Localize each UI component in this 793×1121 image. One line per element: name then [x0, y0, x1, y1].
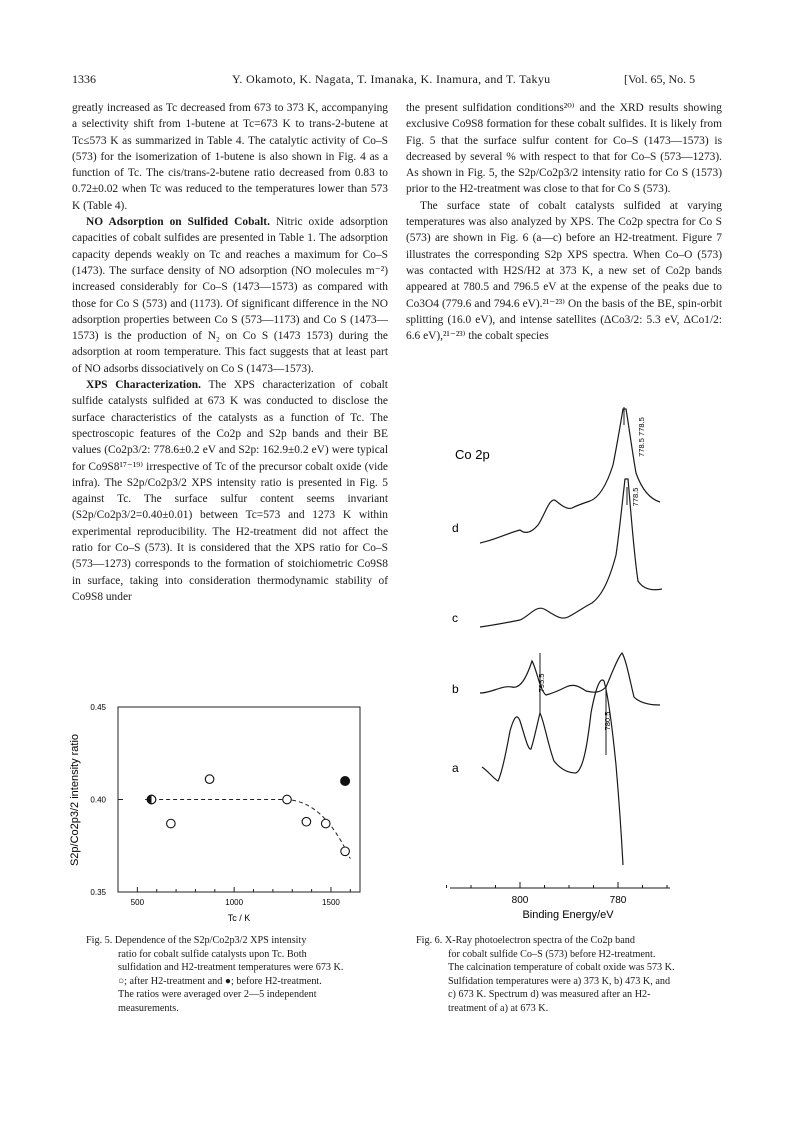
- fig5-caption-line: ratio for cobalt sulfide catalysts upon Tc. Both: [118, 948, 307, 960]
- fig5-point-open: [302, 817, 311, 826]
- fig5-ytick-label: 0.35: [90, 888, 106, 897]
- fig6-spectrum-a: [482, 680, 623, 865]
- fig6-chart: [420, 395, 720, 930]
- fig5-ytick-label: 0.40: [90, 795, 106, 805]
- fig6-caption-line: Fig. 6. X-Ray photoelectron spectra of the Co2p band: [416, 935, 635, 946]
- fig5-xtick-label: 1500: [322, 898, 340, 907]
- fig5-caption-line: ○; after H2-treatment and ●; before H2-treatment.: [118, 975, 322, 987]
- left-para-1: greatly increased as Tc decreased from 673 to 373 K, accompanying a selectivity shift from 1-butene at Tc=673 K to trans-2-butene at Tc≤573 K as summarized in Table 4. The catalytic activity of Co–S (573) for the isomerization of 1-butene is also shown in Fig. 4 as a function of Tc. The cis/trans-2-butene ratio decreased from 0.83 to 0.72±0.02 when Tc was reduced to the temperatures lower than 573 K (Table 4).: [72, 102, 388, 212]
- left-para-3: [72, 377, 388, 605]
- fig6-caption: [416, 934, 726, 1016]
- fig6-xlabel: Binding Energy/eV: [522, 909, 614, 921]
- section-heading-xps: XPS Characterization.: [86, 379, 201, 392]
- fig6-caption-line: c) 673 K. Spectrum d) was measured after an H2-: [448, 989, 651, 1001]
- fig6-caption-line: for cobalt sulfide Co–S (573) before H2-treatment.: [448, 948, 656, 960]
- fig6-spectrum-label-d: d: [452, 521, 459, 535]
- fig5-chart: [60, 695, 395, 925]
- fig5-point-open: [205, 775, 214, 784]
- section-heading-no-adsorption: NO Adsorption on Sulfided Cobalt.: [86, 216, 270, 229]
- fig6-annotation-795: 795.5: [537, 673, 546, 693]
- left-para-3-body: The XPS characterization of cobalt sulfide catalysts sulfided at 673 K was conducted to disclose the surface characteristics of the catalysts as a function of Tc. The spectroscopic features of the Co2p and S2p bands and their BE values (Co2p3/2: 778.6±0.2 eV and S2p: 162.9±0.2 eV) were typical for Co9S8¹⁷⁻¹⁹⁾ irrespective of Tc of the precursor cobalt oxide (vide infra). The S2p/Co2p3/2 XPS intensity ratio is presented in Fig. 5 against Tc. The surface sulfur content seems invariant (S2p/Co2p3/2=0.40±0.01) between Tc=573 and 1273 K within experimental reproducibility. The H2-treatment did not affect the ratio for Co–S (573). It is considered that the XPS ratio for Co–S (573—1273) corresponds to the formation of stoichiometric Co9S8 in surface, taking into consideration thermodynamic stability of Co9S8 under: [72, 379, 388, 603]
- fig5-xlabel: Tc / K: [227, 913, 251, 923]
- fig6-xtick-800: 800: [511, 895, 529, 906]
- running-authors: Y. Okamoto, K. Nagata, T. Imanaka, K. Inamura, and T. Takyu: [232, 72, 551, 86]
- fig6-spectrum-b: [480, 653, 660, 705]
- fig5-caption-line: measurements.: [118, 1002, 179, 1014]
- fig6-annotation-d: 778.5 778.5: [637, 417, 646, 457]
- fig6-annotation-c: 778.5: [631, 487, 640, 507]
- right-column: [406, 100, 722, 344]
- left-para-2-body: Nitric oxide adsorption capacities of cobalt sulfides are presented in Table 1. The adsorption capacity depends weakly on Tc and reaches a maximum for Co–S (1473). The surface density of NO adsorption (NO molecules m⁻²) increased considerably for Co–S (1473—1573) as compared with those for Co S (573) and (1173). Of significant difference in the NO adsorption properties between Co S (573—1173) and Co S (1473—1573) is the production of N₂ on Co S (1473 1573) during the adsorption at room temperature. This fact suggests that at least part of NO adsorbs dissociatively on Co S (1473—1573).: [72, 216, 388, 375]
- fig5-point-open: [283, 795, 292, 804]
- fig5-caption-line: Fig. 5. Dependence of the S2p/Co2p3/2 XPS intensity: [86, 935, 307, 946]
- fig6-xtick-780: 780: [609, 895, 627, 906]
- fig6-spectrum-label-c: c: [452, 611, 458, 625]
- fig5-ytick-label: 0.45: [90, 703, 106, 712]
- fig5-trend-dashed-line: [145, 800, 350, 859]
- fig5-ylabel: S2p/Co2p3/2 intensity ratio: [69, 733, 81, 867]
- left-para-2: [72, 214, 388, 377]
- right-para-1: the present sulfidation conditions²⁰⁾ and the XRD results showing exclusive Co9S8 formation for these cobalt sulfides. It is likely from Fig. 5 that the surface sulfur content for Co–S (1473—1573) is decreased by several % with respect to that for Co–S (573—1273). As shown in Fig. 5, the S2p/Co2p3/2 intensity ratio for Co S (1573) prior to the H2-treatment was close to that for Co S (573).: [406, 102, 722, 196]
- fig5-xtick-label: 500: [130, 898, 145, 907]
- fig6-annotation-780: 780.5: [603, 711, 612, 731]
- fig5-point-open: [341, 847, 350, 856]
- fig5-point-open: [167, 819, 176, 828]
- page-number: 1336: [72, 72, 96, 86]
- fig5-caption: [86, 934, 366, 1016]
- fig6-spectrum-label-b: b: [452, 682, 459, 696]
- fig5-point-filled: [341, 777, 350, 786]
- right-para-2: The surface state of cobalt catalysts sulfided at varying temperatures was also analyzed by XPS. The Co2p spectra for Co S (573) are shown in Fig. 6 (a—c) before an H2-treatment. Figure 7 illustrates the corresponding S2p XPS spectra. When Co–O (573) was contacted with H2S/H2 at 373 K, a new set of Co2p bands appeared at 780.5 and 796.5 eV at the expense of the peaks due to Co3O4 (779.6 and 794.6 eV).²¹⁻²³⁾ On the basis of the BE, spin-orbit splitting (16.0 eV), and intense satellites (ΔCo3/2: 5.3 eV, ΔCo1/2: 6.6 eV),²¹⁻²³⁾ the cobalt species: [406, 199, 722, 343]
- fig6-spectrum-label-a: a: [452, 761, 459, 775]
- fig5-caption-line: sulfidation and H2-treatment temperatures were 673 K.: [118, 962, 344, 974]
- fig5-xtick-label: 1000: [225, 898, 244, 907]
- fig5-point-open: [321, 819, 330, 828]
- fig6-spectrum-d: [480, 409, 660, 543]
- fig6-caption-line: Sulfidation temperatures were a) 373 K, b) 473 K, and: [448, 975, 671, 987]
- left-column: [72, 100, 388, 605]
- fig6-caption-line: treatment of a) at 673 K.: [448, 1002, 549, 1014]
- volume-label: [Vol. 65, No. 5: [624, 72, 696, 86]
- fig5-caption-line: The ratios were averaged over 2—5 independent: [118, 989, 317, 1001]
- fig6-caption-line: The calcination temperature of cobalt oxide was 573 K.: [448, 962, 675, 974]
- fig6-title: Co 2p: [455, 447, 490, 462]
